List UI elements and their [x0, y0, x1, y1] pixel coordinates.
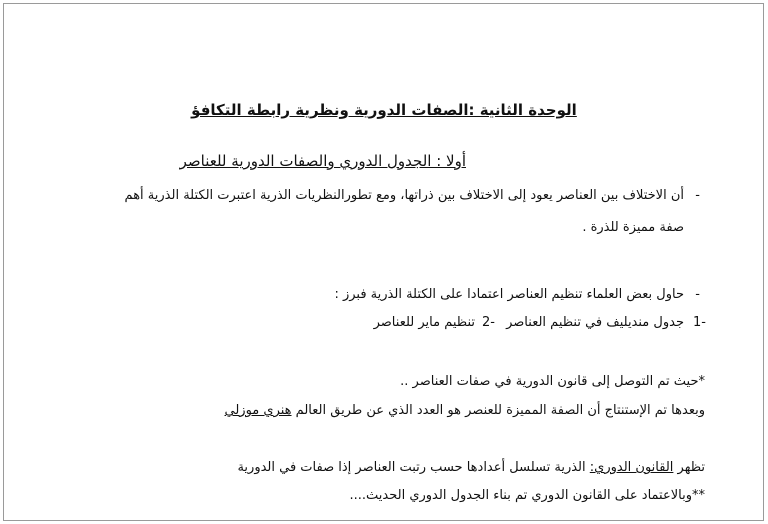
periodic-law-term: القانون الدوري: [589, 460, 674, 475]
bullet-text: حاول بعض العلماء تنظيم العناصر اعتمادا على الكتلة الذرية فبرز : [334, 287, 684, 302]
list-number-2: -2 [482, 315, 495, 330]
bullet-marker: - [695, 188, 700, 203]
note-line-3 [237, 459, 705, 477]
note-line-4: **وبالاعتماد على القانون الدوري تم بناء الجدول الدوري الحديث.... [349, 488, 705, 503]
note-line-2 [225, 402, 705, 420]
bullet-text-line-2: صفة مميزة للذرة . [582, 220, 684, 235]
bullet-marker: - [695, 287, 700, 302]
bullet-text-line-1: أن الاختلاف بين العناصر يعود إلى الاختلاف بين ذراتها، ومع تطورالنظريات الذرية اعتبرت الكتلة الذرية أهم [124, 188, 684, 203]
list-item-2: تنظيم ماير للعناصر [373, 315, 475, 330]
unit-title: الوحدة الثانية :الصفات الدورية ونظرية رابطة التكافؤ [191, 101, 577, 119]
list-number-1: -1 [693, 315, 706, 330]
note-line-1: *حيث تم التوصل إلى قانون الدورية في صفات العناصر .. [400, 374, 705, 389]
note-text: وبعدها تم الإستنتاج أن الصفة المميزة للعنصر هو العدد الذي عن طريق العالم [295, 403, 705, 418]
note-text-end: تظهر [677, 460, 705, 475]
scientist-name: هنري موزلي [224, 403, 292, 418]
section-heading: أولا : الجدول الدوري والصفات الدورية للعناصر [179, 152, 466, 170]
page-border [3, 3, 764, 521]
list-item-1: جدول منديليف في تنظيم العناصر [506, 315, 684, 330]
note-text-start: الذرية تسلسل أعدادها حسب رتبت العناصر إذا صفات في الدورية [237, 460, 586, 475]
